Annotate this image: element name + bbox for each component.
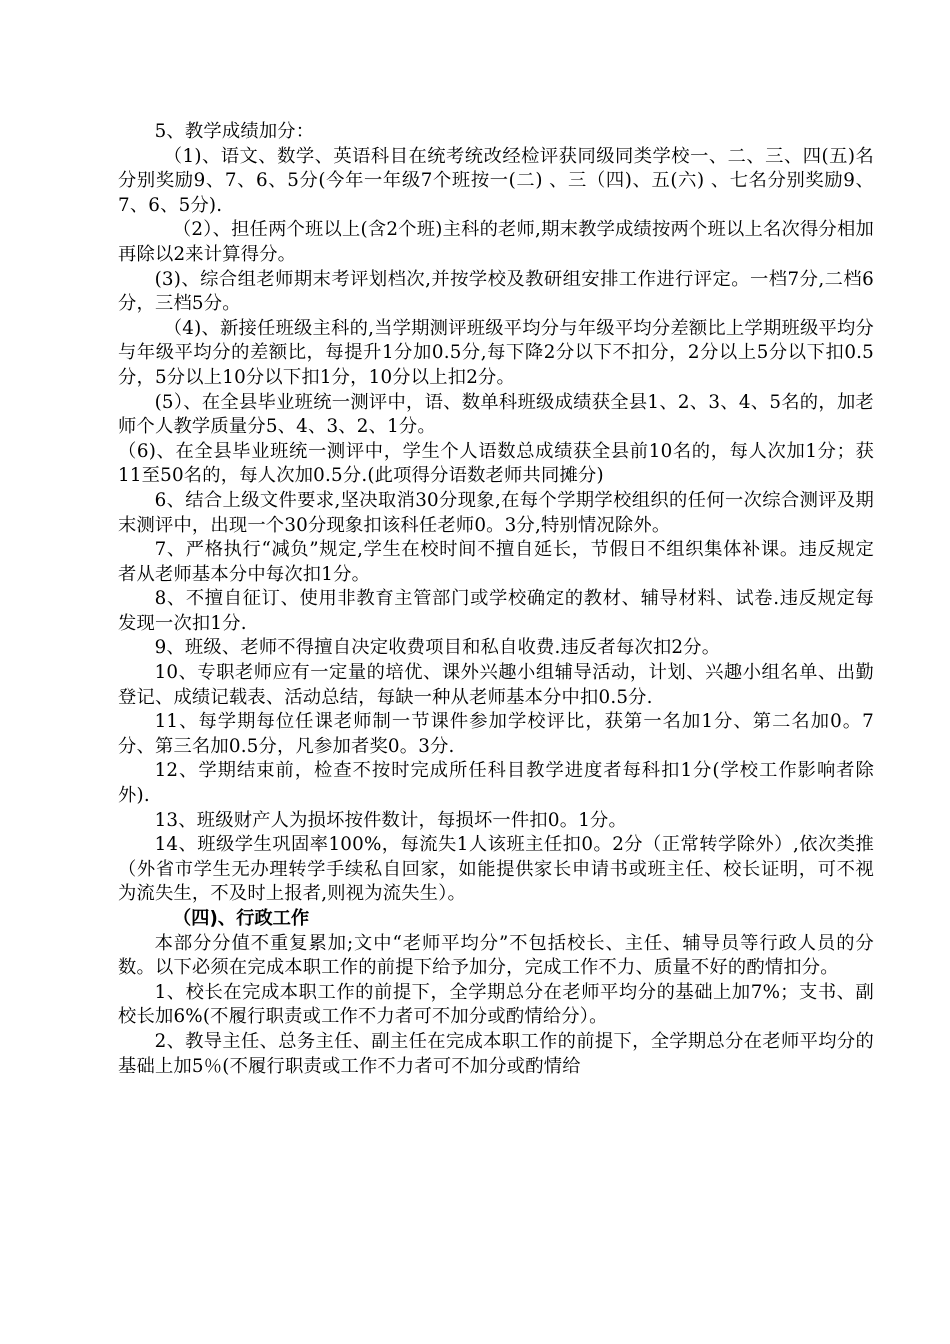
item-5-5: (5）、在全县毕业班统一测评中，语、数单科班级成绩获全县1、2、3、4、5名的，加老师个人教学质量分5、4、3、2、1分。 xyxy=(118,391,874,438)
item-5-3: (3)、综合组老师期末考评划档次,并按学校及教研组安排工作进行评定。一档7分,二档6分，三档5分。 xyxy=(118,268,874,315)
admin-rule-2: 2、教导主任、总务主任、副主任在完成本职工作的前提下，全学期总分在老师平均分的基础上加5％(不履行职责或工作不力者可不加分或酌情给 xyxy=(118,1030,874,1077)
admin-rule-1: 1、校长在完成本职工作的前提下，全学期总分在老师平均分的基础上加7%；支书、副校长加6%(不履行职责或工作不力者可不加分或酌情给分）。 xyxy=(118,981,874,1028)
rule-14: 14、班级学生巩固率100%，每流失1人该班主任扣0。2分（正常转学除外）,依次类推（外省市学生无办理转学手续私自回家，如能提供家长申请书或班主任、校长证明，可不视为流失生，不及时上报者,则视为流失生）。 xyxy=(118,834,874,905)
item-5-6: （6)、在全县毕业班统一测评中，学生个人语数总成绩获全县前10名的，每人次加1分；获11至50名的，每人次加0.5分.(此项得分语数老师共同摊分) xyxy=(118,440,874,487)
rule-7: 7、严格执行“减负”规定,学生在校时间不擅自延长，节假日不组织集体补课。违反规定者从老师基本分中每次扣1分。 xyxy=(118,539,874,585)
section-5-title: 5、教学成绩加分： xyxy=(154,121,315,142)
rule-10: 10、专职老师应有一定量的培优、课外兴趣小组辅导活动，计划、兴趣小组名单、出勤登记、成绩记载表、活动总结，每缺一种从老师基本分中扣0.5分. xyxy=(118,662,874,708)
item-5-4: （4)、新接任班级主科的,当学期测评班级平均分与年级平均分差额比上学期班级平均分与年级平均分的差额比，每提升1分加0.5分,每下降2分以下不扣分，2分以上5分以下扣0.5分，5分以上10分以下扣1分，10分以上扣2分。 xyxy=(118,317,874,388)
rule-12: 12、学期结束前，检查不按时完成所任科目教学进度者每科扣1分(学校工作影响者除外). xyxy=(118,760,874,807)
item-5-2: （2）、担任两个班以上(含2个班)主科的老师,期末教学成绩按两个班以上名次得分相加再除以2来计算得分。 xyxy=(118,219,874,265)
admin-intro: 本部分分值不重复累加;文中“老师平均分”不包括校长、主任、辅导员等行政人员的分数。以下必须在完成本职工作的前提下给予加分，完成工作不力、质量不好的酌情扣分。 xyxy=(118,932,874,979)
rule-9: 9、班级、老师不得擅自决定收费项目和私自收费.违反者每次扣2分。 xyxy=(154,637,721,659)
rule-8: 8、不擅自征订、使用非教育主管部门或学校确定的教材、辅导材料、试卷.违反规定每发现一次扣1分. xyxy=(118,588,874,634)
section-heading-admin: （四)、行政工作 xyxy=(172,908,310,929)
rule-13: 13、班级财产人为损坏按件数计，每损坏一件扣0。1分。 xyxy=(154,809,627,831)
document-body xyxy=(118,120,874,1079)
rule-11: 11、每学期每位任课老师制一节课件参加学校评比，获第一名加1分、第二名加0。7分、第三名加0.5分，凡参加者奖0。3分. xyxy=(118,711,874,757)
item-5-1: （1)、语文、数学、英语科目在统考统改经检评获同级同类学校一、二、三、四(五)名分别奖励9、7、6、5分(今年一年级7个班按一(二) 、三（四)、五(六) 、七名分别奖励9、7、6、5分). xyxy=(118,145,874,216)
rule-6: 6、结合上级文件要求,坚决取消30分现象,在每个学期学校组织的任何一次综合测评及期末测评中，出现一个30分现象扣该科任老师0。3分,特别情况除外。 xyxy=(118,489,874,536)
